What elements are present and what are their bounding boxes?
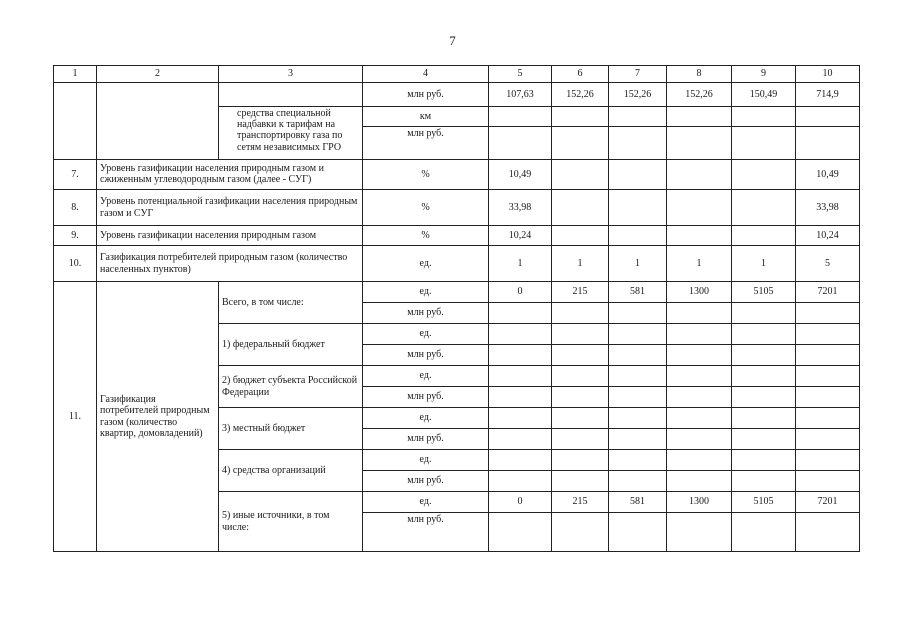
- empty-cell: [489, 408, 552, 429]
- unit-cell: млн руб.: [363, 127, 489, 160]
- unit-cell: млн руб.: [363, 387, 489, 408]
- empty-cell: [609, 324, 667, 345]
- value-cell: 10,24: [489, 226, 552, 246]
- header-cell: 3: [219, 66, 363, 83]
- unit-cell: %: [363, 190, 489, 226]
- value-cell: 7201: [796, 492, 860, 513]
- empty-cell: [796, 324, 860, 345]
- header-cell: 5: [489, 66, 552, 83]
- value-cell: 1: [667, 246, 732, 282]
- empty-cell: [552, 345, 609, 366]
- header-cell: 10: [796, 66, 860, 83]
- value-cell: 0: [489, 282, 552, 303]
- empty-cell: [489, 303, 552, 324]
- row-number: 10.: [54, 246, 97, 282]
- empty-cell: [667, 345, 732, 366]
- empty-cell: [667, 450, 732, 471]
- empty-cell: [609, 387, 667, 408]
- empty-cell: [552, 366, 609, 387]
- value-cell: 5: [796, 246, 860, 282]
- empty-cell: [796, 387, 860, 408]
- unit-cell: млн руб.: [363, 83, 489, 107]
- row-name: Газификация потребителей природным газом (количество квартир, домовладений): [97, 282, 219, 552]
- empty-cell: [552, 190, 609, 226]
- empty-cell: [667, 324, 732, 345]
- empty-cell: [552, 107, 609, 127]
- value-cell: 10,49: [796, 160, 860, 190]
- unit-cell: ед.: [363, 324, 489, 345]
- empty-cell: [552, 429, 609, 450]
- value-cell: 7201: [796, 282, 860, 303]
- empty-cell: [796, 513, 860, 552]
- page-number: 7: [449, 33, 456, 48]
- unit-cell: ед.: [363, 366, 489, 387]
- source-label: 4) средства организаций: [219, 450, 363, 492]
- unit-cell: ед.: [363, 408, 489, 429]
- source-label: 3) местный бюджет: [219, 408, 363, 450]
- empty-cell: [667, 366, 732, 387]
- empty-cell: [609, 107, 667, 127]
- value-cell: 152,26: [609, 83, 667, 107]
- header-cell: 7: [609, 66, 667, 83]
- value-cell: 1: [609, 246, 667, 282]
- source-label: 2) бюджет субъекта Российской Федерации: [219, 366, 363, 408]
- empty-cell: [609, 471, 667, 492]
- value-cell: 1: [552, 246, 609, 282]
- unit-cell: млн руб.: [363, 513, 489, 552]
- empty-cell: [552, 226, 609, 246]
- empty-cell: [796, 471, 860, 492]
- empty-cell: [796, 408, 860, 429]
- empty-cell: [732, 345, 796, 366]
- value-cell: 10,24: [796, 226, 860, 246]
- empty-cell: [796, 366, 860, 387]
- value-cell: 581: [609, 282, 667, 303]
- unit-cell: млн руб.: [363, 429, 489, 450]
- empty-cell: [667, 190, 732, 226]
- special-source-cell: [219, 107, 363, 160]
- empty-cell: [732, 190, 796, 226]
- empty-cell: [489, 107, 552, 127]
- unit-cell: ед.: [363, 246, 489, 282]
- row-number: 9.: [54, 226, 97, 246]
- value-cell: 5105: [732, 492, 796, 513]
- table-row: [54, 190, 860, 226]
- row-name: Уровень газификации населения природным газом и сжиженным углеводородным газом (далее - СУГ): [97, 160, 363, 190]
- empty-cell: [609, 345, 667, 366]
- empty-cell: [667, 127, 732, 160]
- value-cell: 1300: [667, 282, 732, 303]
- empty-cell: [489, 513, 552, 552]
- empty-cell: [732, 429, 796, 450]
- value-cell: 10,49: [489, 160, 552, 190]
- empty-cell: [489, 429, 552, 450]
- empty-cell: [732, 303, 796, 324]
- empty-cell: [796, 450, 860, 471]
- header-cell: 1: [54, 66, 97, 83]
- empty-cell: [97, 83, 219, 160]
- empty-cell: [667, 303, 732, 324]
- value-cell: 714,9: [796, 83, 860, 107]
- table-row: [54, 83, 860, 107]
- empty-cell: [796, 127, 860, 160]
- row-number: 8.: [54, 190, 97, 226]
- empty-cell: [219, 83, 363, 107]
- value-cell: 152,26: [667, 83, 732, 107]
- empty-cell: [489, 471, 552, 492]
- empty-cell: [609, 303, 667, 324]
- value-cell: 152,26: [552, 83, 609, 107]
- empty-cell: [609, 429, 667, 450]
- empty-cell: [667, 387, 732, 408]
- empty-cell: [489, 366, 552, 387]
- header-cell: 9: [732, 66, 796, 83]
- empty-cell: [732, 471, 796, 492]
- unit-cell: %: [363, 160, 489, 190]
- empty-cell: [667, 408, 732, 429]
- empty-cell: [489, 345, 552, 366]
- unit-cell: %: [363, 226, 489, 246]
- header-cell: 6: [552, 66, 609, 83]
- empty-cell: [609, 366, 667, 387]
- empty-cell: [552, 127, 609, 160]
- value-cell: 33,98: [489, 190, 552, 226]
- table-row: [54, 160, 860, 190]
- empty-cell: [732, 366, 796, 387]
- empty-cell: [667, 471, 732, 492]
- unit-cell: ед.: [363, 450, 489, 471]
- empty-cell: [552, 408, 609, 429]
- empty-cell: [732, 450, 796, 471]
- unit-cell: млн руб.: [363, 303, 489, 324]
- value-cell: 0: [489, 492, 552, 513]
- unit-cell: ед.: [363, 282, 489, 303]
- empty-cell: [667, 107, 732, 127]
- row-name: Газификация потребителей природным газом (количество населенных пунктов): [97, 246, 363, 282]
- empty-cell: [489, 387, 552, 408]
- value-cell: 215: [552, 492, 609, 513]
- empty-cell: [732, 107, 796, 127]
- row-number: 11.: [54, 282, 97, 552]
- empty-cell: [609, 408, 667, 429]
- empty-cell: [796, 107, 860, 127]
- header-row: [54, 66, 860, 83]
- header-cell: 8: [667, 66, 732, 83]
- budget-table: [53, 65, 860, 552]
- empty-cell: [552, 160, 609, 190]
- empty-cell: [796, 303, 860, 324]
- header-cell: 4: [363, 66, 489, 83]
- empty-cell: [609, 513, 667, 552]
- value-cell: 581: [609, 492, 667, 513]
- empty-cell: [552, 324, 609, 345]
- source-label: 5) иные источники, в том числе:: [219, 492, 363, 552]
- table-row: [54, 246, 860, 282]
- empty-cell: [489, 127, 552, 160]
- empty-cell: [609, 190, 667, 226]
- empty-cell: [489, 450, 552, 471]
- empty-cell: [732, 324, 796, 345]
- unit-cell: км: [363, 107, 489, 127]
- empty-cell: [552, 471, 609, 492]
- empty-cell: [732, 127, 796, 160]
- value-cell: 1: [732, 246, 796, 282]
- empty-cell: [667, 226, 732, 246]
- empty-cell: [667, 429, 732, 450]
- empty-cell: [667, 160, 732, 190]
- empty-cell: [732, 387, 796, 408]
- empty-cell: [732, 160, 796, 190]
- row-name: Уровень потенциальной газификации населения природным газом и СУГ: [97, 190, 363, 226]
- empty-cell: [489, 324, 552, 345]
- value-cell: 107,63: [489, 83, 552, 107]
- row-number: 7.: [54, 160, 97, 190]
- empty-cell: [796, 345, 860, 366]
- empty-cell: [667, 513, 732, 552]
- empty-cell: [796, 429, 860, 450]
- empty-cell: [732, 513, 796, 552]
- empty-cell: [552, 513, 609, 552]
- empty-cell: [552, 303, 609, 324]
- value-cell: 1300: [667, 492, 732, 513]
- table-row: [54, 282, 860, 303]
- value-cell: 5105: [732, 282, 796, 303]
- empty-cell: [609, 226, 667, 246]
- unit-cell: ед.: [363, 492, 489, 513]
- source-label: 1) федеральный бюджет: [219, 324, 363, 366]
- empty-cell: [609, 160, 667, 190]
- source-label: Всего, в том числе:: [219, 282, 363, 324]
- unit-cell: млн руб.: [363, 471, 489, 492]
- empty-cell: [609, 127, 667, 160]
- unit-cell: млн руб.: [363, 345, 489, 366]
- special-source-label: средства специальной надбавки к тарифам на транспортировку газа по сетям независимых ГРО: [237, 108, 343, 153]
- value-cell: 33,98: [796, 190, 860, 226]
- header-cell: 2: [97, 66, 219, 83]
- empty-cell: [552, 450, 609, 471]
- value-cell: 215: [552, 282, 609, 303]
- empty-cell: [732, 226, 796, 246]
- empty-cell: [54, 83, 97, 160]
- value-cell: 1: [489, 246, 552, 282]
- empty-cell: [609, 450, 667, 471]
- value-cell: 150,49: [732, 83, 796, 107]
- empty-cell: [552, 387, 609, 408]
- empty-cell: [732, 408, 796, 429]
- row-name: Уровень газификации населения природным газом: [97, 226, 363, 246]
- table-row: [54, 226, 860, 246]
